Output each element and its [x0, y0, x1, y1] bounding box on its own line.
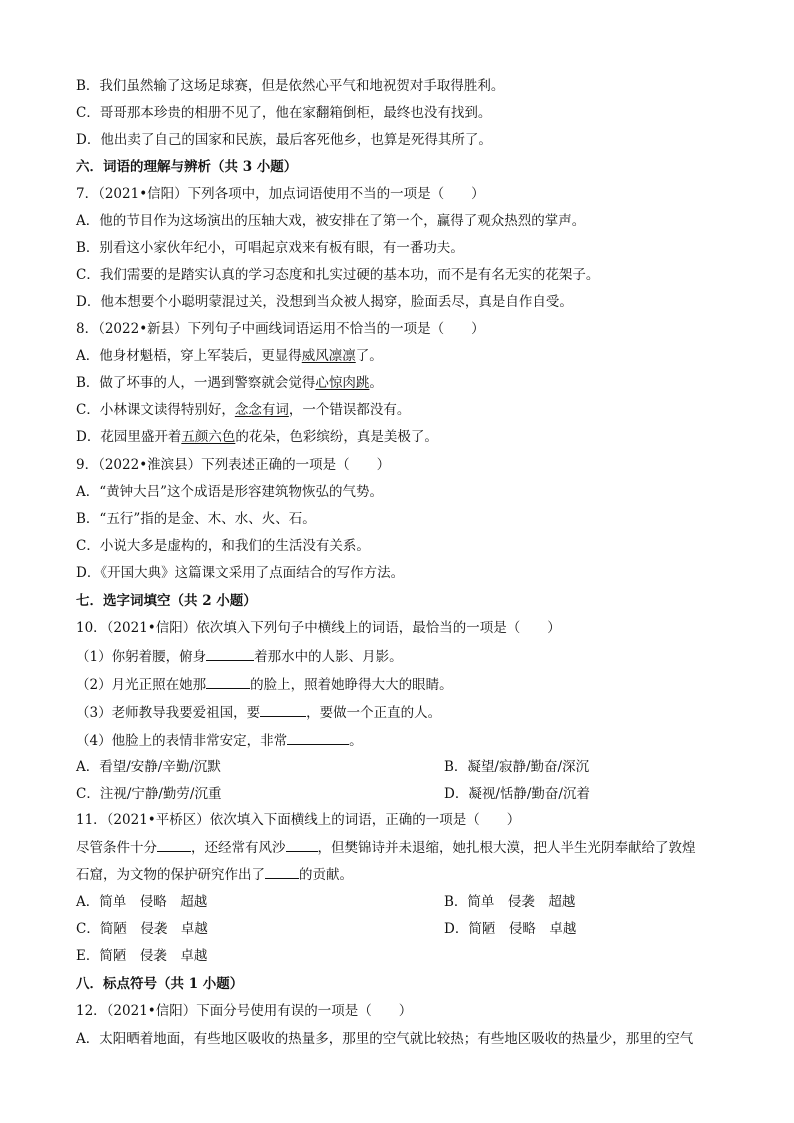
option-b: B．简单 侵袭 超越 [444, 894, 576, 910]
fill-sentence [76, 675, 724, 694]
passage-line [76, 838, 724, 857]
option-line [76, 428, 724, 446]
option-line: A．“黄钟大吕”这个成语是形容建筑物恢弘的气势。 [76, 484, 384, 500]
fill-sentence [76, 647, 724, 666]
option-line [76, 401, 724, 419]
option-line: E．简陋 侵袭 卓越 [76, 948, 208, 964]
option-line [76, 347, 724, 365]
fill-blank [157, 838, 191, 852]
option-line: D．他本想要个小聪明蒙混过关，没想到当众被人揭穿，脸面丢尽，真是自作自受。 [76, 294, 573, 310]
passage-line [76, 865, 724, 884]
option-line: D．《开国大典》这篇课文采用了点面结合的写作方法。 [76, 565, 405, 581]
fill-blank [286, 838, 318, 852]
sentence-text: （2）月光正照在她那 [76, 677, 207, 693]
question-stem: 12．（2021•信阳）下面分号使用有误的一项是（ ） [76, 1003, 413, 1019]
fill-sentence [76, 731, 724, 750]
option-text: B．做了坏事的人，一遇到警察就会觉得 [76, 375, 316, 391]
option-line: A．他的节目作为这场演出的压轴大戏，被安排在了第一个，赢得了观众热烈的掌声。 [76, 213, 586, 229]
option-text: ，一个错误都没有。 [288, 402, 411, 418]
section-heading: 七．选字词填空（共 2 小题） [76, 593, 257, 609]
question-stem: 9．（2022•淮滨县）下列表述正确的一项是（ ） [76, 457, 391, 473]
underlined-phrase: 五颜六色 [181, 429, 236, 445]
option-text: 了。 [355, 348, 383, 364]
sentence-text: （3）老师教导我要爱祖国，要 [76, 705, 261, 721]
option-d: D．简陋 侵略 卓越 [444, 921, 577, 937]
passage-text: 的贡献。 [299, 867, 353, 883]
question-stem: 11．（2021•平桥区）依次填入下面横线上的词语，正确的一项是（ ） [76, 812, 521, 828]
option-text: C．小林课文读得特别好， [76, 402, 235, 418]
sentence-text: ，要做一个正直的人。 [306, 705, 442, 721]
section-heading: 八．标点符号（共 1 小题） [76, 976, 244, 992]
option-a: A．看望/安静/辛勤/沉默 [76, 759, 221, 775]
sentence-text: （1）你躬着腰，俯身 [76, 649, 207, 665]
fill-blank [260, 703, 306, 717]
sentence-text: 。 [349, 733, 363, 749]
option-row [76, 785, 724, 803]
option-row [76, 893, 724, 911]
option-line: C．我们需要的是踏实认真的学习态度和扎实过硬的基本功，而不是有名无实的花架子。 [76, 267, 600, 283]
underlined-phrase: 威风凛凛 [301, 348, 356, 364]
option-row [76, 920, 724, 938]
option-line: B．“五行”指的是金、木、水、火、石。 [76, 511, 316, 527]
sentence-text: （4）他脸上的表情非常安定，非常 [76, 733, 288, 749]
sentence-text: 着那水中的人影、月影。 [254, 649, 403, 665]
option-text: 的花朵，色彩缤纷，真是美极了。 [235, 429, 438, 445]
passage-text: 尽管条件十分 [76, 840, 157, 856]
question-stem: 10．（2021•信阳）依次填入下列句子中横线上的词语，最恰当的一项是（ ） [76, 620, 561, 636]
option-text: D．花园里盛开着 [76, 429, 182, 445]
option-text: 。 [369, 375, 383, 391]
fill-blank [206, 647, 254, 661]
underlined-phrase: 念念有词 [234, 402, 289, 418]
section-heading: 六．词语的理解与辨析（共 3 小题） [76, 159, 298, 175]
sentence-text: 的脸上，照着她睁得大大的眼睛。 [250, 677, 453, 693]
option-line [76, 374, 724, 392]
option-line: C．小说大多是虚构的，和我们的生活没有关系。 [76, 538, 370, 554]
fill-blank [206, 675, 250, 689]
option-row [76, 758, 724, 776]
option-c: C．简陋 侵袭 卓越 [76, 921, 208, 937]
option-text: A．他身材魁梧，穿上军装后，更显得 [76, 348, 302, 364]
option-line: A．太阳晒着地面，有些地区吸收的热量多，那里的空气就比较热；有些地区吸收的热量少，那里的空气 [76, 1031, 694, 1047]
option-line: B．我们虽然输了这场足球赛，但是依然心平气和地祝贺对手取得胜利。 [76, 78, 505, 94]
option-line: D．他出卖了自己的国家和民族，最后客死他乡，也算是死得其所了。 [76, 132, 492, 148]
question-stem: 7．（2021•信阳）下列各项中，加点词语使用不当的一项是（ ） [76, 186, 485, 202]
fill-blank [287, 731, 349, 745]
option-line: B．别看这小家伙年纪小，可唱起京戏来有板有眼，有一番功夫。 [76, 240, 464, 256]
passage-text: 石窟，为文物的保护研究作出了 [76, 867, 265, 883]
underlined-phrase: 心惊肉跳 [315, 375, 370, 391]
option-line: C．哥哥那本珍贵的相册不见了，他在家翻箱倒柜，最终也没有找到。 [76, 105, 492, 121]
passage-text: ，还经常有风沙 [191, 840, 286, 856]
option-d: D．凝视/恬静/勤奋/沉着 [444, 786, 590, 802]
fill-blank [265, 865, 299, 879]
option-c: C．注视/宁静/勤劳/沉重 [76, 786, 222, 802]
passage-text: ，但樊锦诗并未退缩，她扎根大漠，把人半生光阴奉献给了敦煌 [317, 840, 696, 856]
option-a: A．简单 侵略 超越 [76, 894, 208, 910]
fill-sentence [76, 703, 724, 722]
option-b: B．凝望/寂静/勤奋/深沉 [444, 759, 590, 775]
question-stem: 8．（2022•新县）下列句子中画线词语运用不恰当的一项是（ ） [76, 321, 485, 337]
